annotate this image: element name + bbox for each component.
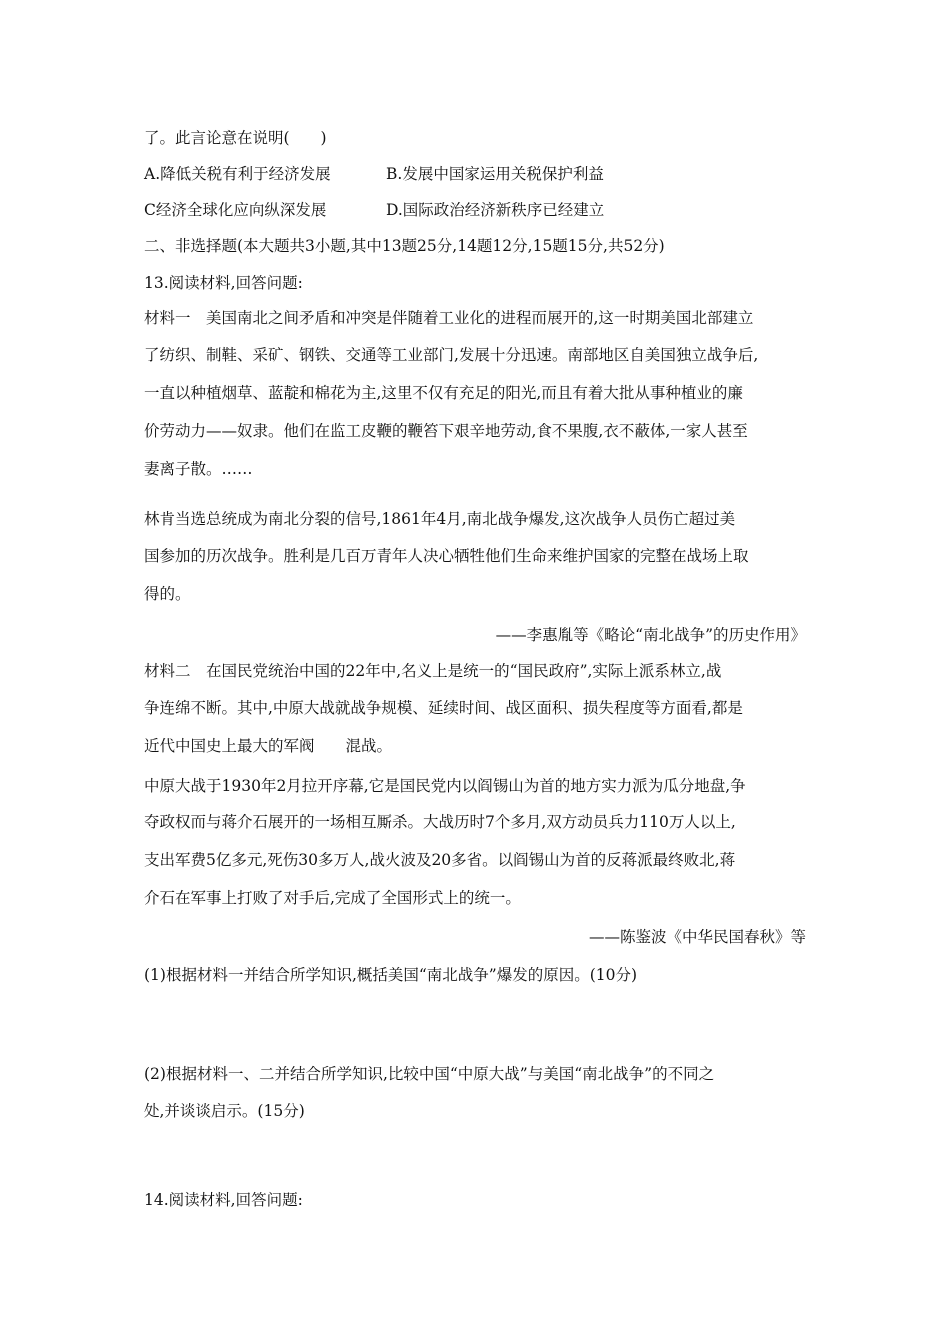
- section2-header: 二、非选择题(本大题共3小题,其中13题25分,14题12分,15题15分,共52分): [144, 237, 665, 255]
- q13-material1-line: 国参加的历次战争。胜利是几百万青年人决心牺牲他们生命来维护国家的完整在战场上取: [144, 547, 749, 565]
- q13-subquestion-2: (2)根据材料一、二并结合所学知识,比较中国“中原大战”与美国“南北战争”的不同之: [144, 1065, 715, 1083]
- q12-option-d: D.国际政治经济新秩序已经建立: [386, 201, 605, 219]
- q13-material1-line: 得的。: [144, 585, 191, 603]
- q13-material2-line: 中原大战于1930年2月拉开序幕,它是国民党内以阎锡山为首的地方实力派为瓜分地盘,争: [144, 777, 746, 795]
- q13-material1-line: 林肯当选总统成为南北分裂的信号,1861年4月,南北战争爆发,这次战争人员伤亡超过美: [144, 510, 736, 528]
- q13-material2-line: 介石在军事上打败了对手后,完成了全国形式上的统一。: [144, 889, 521, 907]
- q12-option-c: C经济全球化应向纵深发展: [144, 201, 327, 219]
- q13-material1-line: 价劳动力——奴隶。他们在监工皮鞭的鞭笞下艰辛地劳动,食不果腹,衣不蔽体,一家人甚至: [144, 422, 748, 440]
- q13-subquestion-1: (1)根据材料一并结合所学知识,概括美国“南北战争”爆发的原因。(10分): [144, 966, 638, 984]
- q13-subquestion-2: 处,并谈谈启示。(15分): [144, 1102, 305, 1120]
- q13-material2-line: 争连绵不断。其中,中原大战就战争规模、延续时间、战区面积、损失程度等方面看,都是: [144, 699, 743, 717]
- q13-material2-source: ——陈鉴波《中华民国春秋》等: [588, 928, 806, 946]
- q13-material2-line: 近代中国史上最大的军阀 混战。: [144, 737, 393, 755]
- q14-title: 14.阅读材料,回答问题:: [144, 1191, 303, 1209]
- q13-title: 13.阅读材料,回答问题:: [144, 274, 303, 292]
- q12-option-a: A.降低关税有利于经济发展: [144, 165, 331, 183]
- q13-material1-line: 材料一 美国南北之间矛盾和冲突是伴随着工业化的进程而展开的,这一时期美国北部建立: [144, 309, 754, 327]
- q13-material1-line: 妻离子散。……: [144, 460, 253, 478]
- q13-material1-source: ——李惠胤等《略论“南北战争”的历史作用》: [495, 626, 806, 644]
- q13-material2-line: 材料二 在国民党统治中国的22年中,名义上是统一的“国民政府”,实际上派系林立,战: [144, 662, 722, 680]
- q13-material1-line: 一直以种植烟草、蓝靛和棉花为主,这里不仅有充足的阳光,而且有着大批从事种植业的廉: [144, 384, 743, 402]
- q12-stem-tail: 了。此言论意在说明( ): [144, 129, 327, 147]
- q13-material2-line: 支出军费5亿多元,死伤30多万人,战火波及20多省。以阎锡山为首的反蒋派最终败北,蒋: [144, 851, 736, 869]
- q13-material2-line: 夺政权而与蒋介石展开的一场相互厮杀。大战历时7个多月,双方动员兵力110万人以上,: [144, 813, 736, 831]
- q12-option-b: B.发展中国家运用关税保护利益: [386, 165, 604, 183]
- q13-material1-line: 了纺织、制鞋、采矿、钢铁、交通等工业部门,发展十分迅速。南部地区自美国独立战争后,: [144, 346, 759, 364]
